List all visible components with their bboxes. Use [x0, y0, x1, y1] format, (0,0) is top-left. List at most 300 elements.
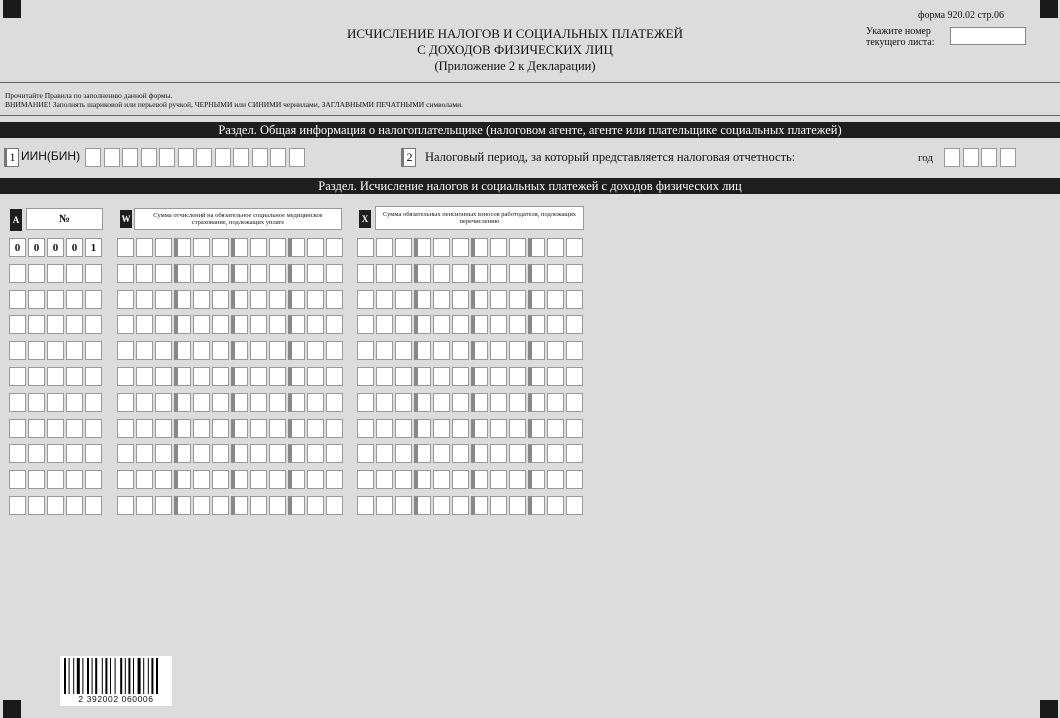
pension-contribution-cell[interactable] [395, 290, 412, 309]
pension-contribution-cell[interactable] [471, 419, 488, 438]
row-number-cell[interactable] [85, 290, 102, 309]
row-number-cell[interactable] [85, 264, 102, 283]
medical-insurance-cell[interactable] [326, 367, 343, 386]
pension-contribution-cell[interactable] [452, 315, 469, 334]
row-number-cell[interactable] [9, 264, 26, 283]
pension-contribution-cell[interactable] [376, 367, 393, 386]
pension-contribution-cell[interactable] [490, 444, 507, 463]
medical-insurance-cell[interactable] [193, 496, 210, 515]
medical-insurance-cell[interactable] [250, 367, 267, 386]
medical-insurance-cell[interactable] [231, 367, 248, 386]
pension-contribution-cell[interactable] [414, 290, 431, 309]
pension-contribution-cell[interactable] [547, 367, 564, 386]
medical-insurance-cell[interactable] [212, 367, 229, 386]
medical-insurance-cell[interactable] [212, 290, 229, 309]
pension-contribution-cell[interactable] [433, 264, 450, 283]
medical-insurance-cell[interactable] [326, 315, 343, 334]
pension-contribution-cell[interactable] [566, 496, 583, 515]
medical-insurance-cell[interactable] [288, 393, 305, 412]
medical-insurance-cell[interactable] [231, 393, 248, 412]
row-number-cell[interactable] [85, 419, 102, 438]
medical-insurance-cell[interactable] [307, 315, 324, 334]
medical-insurance-cell[interactable] [231, 290, 248, 309]
row-number-cell[interactable] [47, 341, 64, 360]
pension-contribution-cell[interactable] [528, 470, 545, 489]
pension-contribution-cell[interactable] [566, 341, 583, 360]
pension-contribution-cell[interactable] [528, 290, 545, 309]
pension-contribution-cell[interactable] [547, 496, 564, 515]
pension-contribution-cell[interactable] [357, 393, 374, 412]
row-number-cell[interactable] [85, 444, 102, 463]
medical-insurance-cell[interactable] [231, 470, 248, 489]
medical-insurance-cell[interactable] [288, 496, 305, 515]
pension-contribution-cell[interactable] [433, 315, 450, 334]
medical-insurance-cell[interactable] [250, 238, 267, 257]
medical-insurance-cell[interactable] [231, 315, 248, 334]
medical-insurance-cell[interactable] [269, 315, 286, 334]
iin-bin-cell[interactable] [85, 148, 101, 167]
medical-insurance-cell[interactable] [269, 264, 286, 283]
pension-contribution-cell[interactable] [376, 264, 393, 283]
medical-insurance-cell[interactable] [288, 315, 305, 334]
row-number-cell[interactable] [85, 470, 102, 489]
medical-insurance-cell[interactable] [307, 444, 324, 463]
pension-contribution-cell[interactable] [414, 264, 431, 283]
medical-insurance-cell[interactable] [231, 238, 248, 257]
pension-contribution-cell[interactable] [433, 496, 450, 515]
pension-contribution-cell[interactable] [357, 470, 374, 489]
row-number-cell[interactable] [28, 290, 45, 309]
pension-contribution-cell[interactable] [509, 341, 526, 360]
medical-insurance-cell[interactable] [136, 444, 153, 463]
medical-insurance-cell[interactable] [307, 393, 324, 412]
row-number-cell[interactable] [9, 341, 26, 360]
pension-contribution-cell[interactable] [357, 315, 374, 334]
medical-insurance-cell[interactable] [231, 341, 248, 360]
medical-insurance-cell[interactable] [193, 290, 210, 309]
pension-contribution-cell[interactable] [357, 290, 374, 309]
row-number-cell[interactable]: 0 [66, 238, 83, 257]
pension-contribution-cell[interactable] [528, 367, 545, 386]
medical-insurance-cell[interactable] [174, 341, 191, 360]
pension-contribution-cell[interactable] [471, 264, 488, 283]
iin-bin-cell[interactable] [215, 148, 231, 167]
medical-insurance-cell[interactable] [136, 341, 153, 360]
medical-insurance-cell[interactable] [231, 496, 248, 515]
iin-bin-cell[interactable] [196, 148, 212, 167]
row-number-cell[interactable] [28, 444, 45, 463]
row-number-cell[interactable] [85, 496, 102, 515]
row-number-cell[interactable]: 1 [85, 238, 102, 257]
pension-contribution-cell[interactable] [395, 341, 412, 360]
medical-insurance-cell[interactable] [174, 238, 191, 257]
row-number-cell[interactable] [85, 341, 102, 360]
medical-insurance-cell[interactable] [193, 315, 210, 334]
iin-bin-cell[interactable] [270, 148, 286, 167]
medical-insurance-cell[interactable] [250, 290, 267, 309]
medical-insurance-cell[interactable] [212, 238, 229, 257]
medical-insurance-cell[interactable] [174, 264, 191, 283]
pension-contribution-cell[interactable] [566, 264, 583, 283]
pension-contribution-cell[interactable] [547, 238, 564, 257]
pension-contribution-cell[interactable] [509, 315, 526, 334]
pension-contribution-cell[interactable] [395, 264, 412, 283]
pension-contribution-cell[interactable] [452, 496, 469, 515]
medical-insurance-cell[interactable] [155, 290, 172, 309]
pension-contribution-cell[interactable] [547, 264, 564, 283]
row-number-cell[interactable] [66, 496, 83, 515]
medical-insurance-cell[interactable] [231, 444, 248, 463]
pension-contribution-cell[interactable] [433, 393, 450, 412]
pension-contribution-cell[interactable] [414, 238, 431, 257]
medical-insurance-cell[interactable] [155, 496, 172, 515]
pension-contribution-cell[interactable] [509, 238, 526, 257]
medical-insurance-cell[interactable] [155, 341, 172, 360]
pension-contribution-cell[interactable] [490, 496, 507, 515]
pension-contribution-cell[interactable] [509, 419, 526, 438]
iin-bin-cell[interactable] [252, 148, 268, 167]
pension-contribution-cell[interactable] [471, 290, 488, 309]
pension-contribution-cell[interactable] [490, 341, 507, 360]
medical-insurance-cell[interactable] [250, 496, 267, 515]
iin-bin-cell[interactable] [159, 148, 175, 167]
medical-insurance-cell[interactable] [288, 264, 305, 283]
medical-insurance-cell[interactable] [326, 341, 343, 360]
medical-insurance-cell[interactable] [212, 470, 229, 489]
row-number-cell[interactable] [28, 393, 45, 412]
pension-contribution-cell[interactable] [395, 444, 412, 463]
pension-contribution-cell[interactable] [471, 315, 488, 334]
row-number-cell[interactable] [66, 315, 83, 334]
medical-insurance-cell[interactable] [269, 367, 286, 386]
pension-contribution-cell[interactable] [357, 367, 374, 386]
pension-contribution-cell[interactable] [452, 470, 469, 489]
medical-insurance-cell[interactable] [155, 367, 172, 386]
row-number-cell[interactable] [47, 419, 64, 438]
row-number-cell[interactable] [66, 393, 83, 412]
medical-insurance-cell[interactable] [117, 444, 134, 463]
pension-contribution-cell[interactable] [547, 341, 564, 360]
pension-contribution-cell[interactable] [509, 264, 526, 283]
medical-insurance-cell[interactable] [212, 264, 229, 283]
pension-contribution-cell[interactable] [414, 496, 431, 515]
iin-bin-cell[interactable] [104, 148, 120, 167]
medical-insurance-cell[interactable] [155, 393, 172, 412]
medical-insurance-cell[interactable] [326, 470, 343, 489]
pension-contribution-cell[interactable] [471, 393, 488, 412]
pension-contribution-cell[interactable] [547, 315, 564, 334]
medical-insurance-cell[interactable] [326, 264, 343, 283]
pension-contribution-cell[interactable] [414, 419, 431, 438]
pension-contribution-cell[interactable] [433, 238, 450, 257]
pension-contribution-cell[interactable] [471, 444, 488, 463]
medical-insurance-cell[interactable] [155, 444, 172, 463]
medical-insurance-cell[interactable] [212, 341, 229, 360]
pension-contribution-cell[interactable] [490, 419, 507, 438]
pension-contribution-cell[interactable] [376, 393, 393, 412]
pension-contribution-cell[interactable] [395, 419, 412, 438]
pension-contribution-cell[interactable] [433, 470, 450, 489]
pension-contribution-cell[interactable] [490, 393, 507, 412]
row-number-cell[interactable] [9, 393, 26, 412]
medical-insurance-cell[interactable] [117, 264, 134, 283]
medical-insurance-cell[interactable] [326, 290, 343, 309]
medical-insurance-cell[interactable] [155, 315, 172, 334]
medical-insurance-cell[interactable] [155, 419, 172, 438]
pension-contribution-cell[interactable] [528, 444, 545, 463]
pension-contribution-cell[interactable] [471, 341, 488, 360]
pension-contribution-cell[interactable] [509, 496, 526, 515]
pension-contribution-cell[interactable] [566, 444, 583, 463]
medical-insurance-cell[interactable] [174, 315, 191, 334]
pension-contribution-cell[interactable] [528, 264, 545, 283]
medical-insurance-cell[interactable] [288, 341, 305, 360]
row-number-cell[interactable] [47, 367, 64, 386]
pension-contribution-cell[interactable] [376, 496, 393, 515]
medical-insurance-cell[interactable] [117, 367, 134, 386]
medical-insurance-cell[interactable] [269, 341, 286, 360]
pension-contribution-cell[interactable] [433, 341, 450, 360]
pension-contribution-cell[interactable] [376, 315, 393, 334]
medical-insurance-cell[interactable] [307, 419, 324, 438]
pension-contribution-cell[interactable] [376, 290, 393, 309]
pension-contribution-cell[interactable] [433, 419, 450, 438]
medical-insurance-cell[interactable] [250, 315, 267, 334]
pension-contribution-cell[interactable] [509, 444, 526, 463]
row-number-cell[interactable]: 0 [47, 238, 64, 257]
row-number-cell[interactable] [28, 341, 45, 360]
row-number-cell[interactable] [47, 393, 64, 412]
medical-insurance-cell[interactable] [174, 419, 191, 438]
pension-contribution-cell[interactable] [452, 419, 469, 438]
medical-insurance-cell[interactable] [136, 264, 153, 283]
row-number-cell[interactable] [85, 315, 102, 334]
medical-insurance-cell[interactable] [136, 419, 153, 438]
pension-contribution-cell[interactable] [566, 470, 583, 489]
pension-contribution-cell[interactable] [471, 238, 488, 257]
medical-insurance-cell[interactable] [117, 470, 134, 489]
pension-contribution-cell[interactable] [452, 238, 469, 257]
pension-contribution-cell[interactable] [433, 290, 450, 309]
pension-contribution-cell[interactable] [566, 419, 583, 438]
medical-insurance-cell[interactable] [117, 341, 134, 360]
pension-contribution-cell[interactable] [452, 290, 469, 309]
row-number-cell[interactable] [66, 264, 83, 283]
row-number-cell[interactable] [28, 367, 45, 386]
pension-contribution-cell[interactable] [490, 264, 507, 283]
pension-contribution-cell[interactable] [471, 367, 488, 386]
row-number-cell[interactable] [47, 264, 64, 283]
pension-contribution-cell[interactable] [414, 470, 431, 489]
medical-insurance-cell[interactable] [250, 419, 267, 438]
pension-contribution-cell[interactable] [395, 367, 412, 386]
medical-insurance-cell[interactable] [269, 419, 286, 438]
pension-contribution-cell[interactable] [490, 290, 507, 309]
row-number-cell[interactable] [66, 290, 83, 309]
medical-insurance-cell[interactable] [174, 290, 191, 309]
medical-insurance-cell[interactable] [174, 470, 191, 489]
pension-contribution-cell[interactable] [547, 470, 564, 489]
medical-insurance-cell[interactable] [117, 496, 134, 515]
year-cell[interactable] [944, 148, 960, 167]
medical-insurance-cell[interactable] [212, 496, 229, 515]
pension-contribution-cell[interactable] [509, 393, 526, 412]
medical-insurance-cell[interactable] [117, 419, 134, 438]
pension-contribution-cell[interactable] [528, 315, 545, 334]
row-number-cell[interactable] [28, 470, 45, 489]
medical-insurance-cell[interactable] [269, 290, 286, 309]
medical-insurance-cell[interactable] [212, 419, 229, 438]
medical-insurance-cell[interactable] [269, 393, 286, 412]
pension-contribution-cell[interactable] [414, 393, 431, 412]
pension-contribution-cell[interactable] [376, 238, 393, 257]
medical-insurance-cell[interactable] [288, 470, 305, 489]
row-number-cell[interactable] [9, 290, 26, 309]
pension-contribution-cell[interactable] [395, 238, 412, 257]
pension-contribution-cell[interactable] [528, 341, 545, 360]
iin-bin-cell[interactable] [178, 148, 194, 167]
pension-contribution-cell[interactable] [490, 470, 507, 489]
medical-insurance-cell[interactable] [326, 419, 343, 438]
medical-insurance-cell[interactable] [193, 470, 210, 489]
row-number-cell[interactable] [9, 444, 26, 463]
pension-contribution-cell[interactable] [376, 419, 393, 438]
medical-insurance-cell[interactable] [250, 393, 267, 412]
pension-contribution-cell[interactable] [395, 496, 412, 515]
pension-contribution-cell[interactable] [471, 470, 488, 489]
pension-contribution-cell[interactable] [414, 367, 431, 386]
medical-insurance-cell[interactable] [269, 470, 286, 489]
medical-insurance-cell[interactable] [307, 341, 324, 360]
iin-bin-cell[interactable] [233, 148, 249, 167]
medical-insurance-cell[interactable] [212, 393, 229, 412]
pension-contribution-cell[interactable] [376, 470, 393, 489]
medical-insurance-cell[interactable] [250, 444, 267, 463]
year-cell[interactable] [1000, 148, 1016, 167]
sheet-number-input[interactable] [950, 27, 1026, 45]
medical-insurance-cell[interactable] [231, 264, 248, 283]
medical-insurance-cell[interactable] [117, 290, 134, 309]
pension-contribution-cell[interactable] [528, 496, 545, 515]
pension-contribution-cell[interactable] [452, 444, 469, 463]
pension-contribution-cell[interactable] [566, 393, 583, 412]
row-number-cell[interactable] [9, 419, 26, 438]
medical-insurance-cell[interactable] [136, 470, 153, 489]
row-number-cell[interactable] [9, 496, 26, 515]
pension-contribution-cell[interactable] [376, 341, 393, 360]
medical-insurance-cell[interactable] [307, 290, 324, 309]
pension-contribution-cell[interactable] [414, 341, 431, 360]
medical-insurance-cell[interactable] [136, 367, 153, 386]
pension-contribution-cell[interactable] [528, 419, 545, 438]
medical-insurance-cell[interactable] [307, 238, 324, 257]
medical-insurance-cell[interactable] [307, 264, 324, 283]
pension-contribution-cell[interactable] [547, 393, 564, 412]
medical-insurance-cell[interactable] [288, 444, 305, 463]
pension-contribution-cell[interactable] [452, 341, 469, 360]
pension-contribution-cell[interactable] [528, 393, 545, 412]
medical-insurance-cell[interactable] [307, 496, 324, 515]
pension-contribution-cell[interactable] [566, 290, 583, 309]
medical-insurance-cell[interactable] [155, 264, 172, 283]
row-number-cell[interactable]: 0 [9, 238, 26, 257]
medical-insurance-cell[interactable] [212, 444, 229, 463]
row-number-cell[interactable] [85, 393, 102, 412]
pension-contribution-cell[interactable] [471, 496, 488, 515]
iin-bin-cell[interactable] [122, 148, 138, 167]
medical-insurance-cell[interactable] [307, 470, 324, 489]
pension-contribution-cell[interactable] [357, 238, 374, 257]
pension-contribution-cell[interactable] [490, 367, 507, 386]
row-number-cell[interactable] [66, 419, 83, 438]
year-cell[interactable] [981, 148, 997, 167]
row-number-cell[interactable] [66, 341, 83, 360]
pension-contribution-cell[interactable] [357, 444, 374, 463]
pension-contribution-cell[interactable] [433, 444, 450, 463]
medical-insurance-cell[interactable] [136, 496, 153, 515]
row-number-cell[interactable] [28, 315, 45, 334]
medical-insurance-cell[interactable] [326, 444, 343, 463]
pension-contribution-cell[interactable] [395, 393, 412, 412]
medical-insurance-cell[interactable] [155, 238, 172, 257]
row-number-cell[interactable] [47, 496, 64, 515]
pension-contribution-cell[interactable] [547, 290, 564, 309]
medical-insurance-cell[interactable] [193, 444, 210, 463]
pension-contribution-cell[interactable] [357, 264, 374, 283]
medical-insurance-cell[interactable] [269, 444, 286, 463]
row-number-cell[interactable] [9, 470, 26, 489]
medical-insurance-cell[interactable] [174, 367, 191, 386]
pension-contribution-cell[interactable] [566, 367, 583, 386]
medical-insurance-cell[interactable] [174, 496, 191, 515]
row-number-cell[interactable] [28, 264, 45, 283]
medical-insurance-cell[interactable] [307, 367, 324, 386]
pension-contribution-cell[interactable] [528, 238, 545, 257]
medical-insurance-cell[interactable] [288, 290, 305, 309]
medical-insurance-cell[interactable] [193, 238, 210, 257]
medical-insurance-cell[interactable] [250, 264, 267, 283]
medical-insurance-cell[interactable] [136, 315, 153, 334]
row-number-cell[interactable] [47, 470, 64, 489]
medical-insurance-cell[interactable] [288, 367, 305, 386]
medical-insurance-cell[interactable] [174, 393, 191, 412]
medical-insurance-cell[interactable] [250, 341, 267, 360]
row-number-cell[interactable]: 0 [28, 238, 45, 257]
pension-contribution-cell[interactable] [452, 393, 469, 412]
pension-contribution-cell[interactable] [414, 315, 431, 334]
medical-insurance-cell[interactable] [193, 341, 210, 360]
pension-contribution-cell[interactable] [357, 496, 374, 515]
medical-insurance-cell[interactable] [117, 315, 134, 334]
medical-insurance-cell[interactable] [117, 393, 134, 412]
row-number-cell[interactable] [9, 367, 26, 386]
row-number-cell[interactable] [66, 444, 83, 463]
medical-insurance-cell[interactable] [326, 393, 343, 412]
pension-contribution-cell[interactable] [490, 315, 507, 334]
row-number-cell[interactable] [47, 290, 64, 309]
pension-contribution-cell[interactable] [357, 419, 374, 438]
pension-contribution-cell[interactable] [433, 367, 450, 386]
medical-insurance-cell[interactable] [326, 238, 343, 257]
medical-insurance-cell[interactable] [212, 315, 229, 334]
row-number-cell[interactable] [47, 444, 64, 463]
pension-contribution-cell[interactable] [509, 470, 526, 489]
medical-insurance-cell[interactable] [193, 419, 210, 438]
medical-insurance-cell[interactable] [288, 238, 305, 257]
row-number-cell[interactable] [9, 315, 26, 334]
medical-insurance-cell[interactable] [193, 393, 210, 412]
row-number-cell[interactable] [66, 367, 83, 386]
